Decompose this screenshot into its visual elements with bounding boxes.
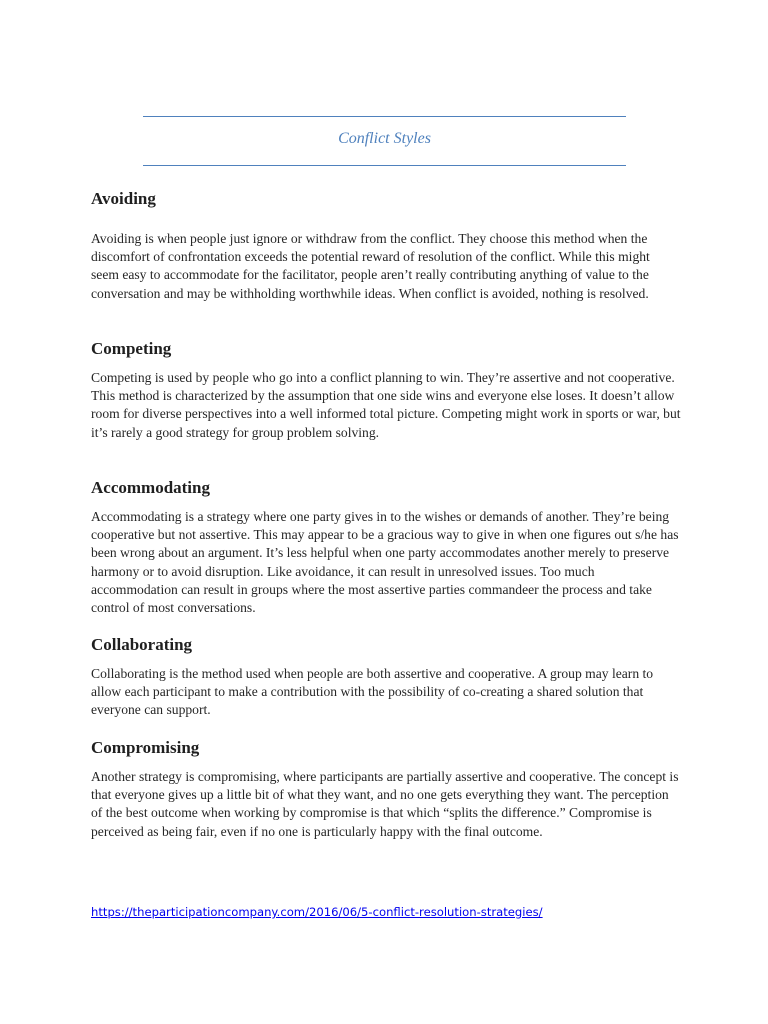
source-link[interactable]: https://theparticipationcompany.com/2016/06/5-conflict-resolution-strategies/ bbox=[91, 905, 543, 919]
document-title: Conflict Styles bbox=[338, 130, 431, 147]
section-heading-compromising: Compromising bbox=[91, 738, 200, 757]
section-body-accommodating: Accommodating is a strategy where one party gives in to the wishes or demands of another. They’re being cooperative but not assertive. This may appear to be a gracious way to give in when one figures out s/he has been wrong about an argument. It’s less helpful when one party accommodates another merely to preserve harmony or to avoid disruption. Like avoidance, it can result in unresolved issues. Too much accommodation can result in groups where the most assertive parties commandeer the process and take control of most conversations. bbox=[91, 509, 679, 616]
section-heading-collaborating: Collaborating bbox=[91, 635, 193, 654]
section-body-compromising: Another strategy is compromising, where participants are partially assertive and cooperative. The concept is that everyone gives up a little bit of what they want, and no one gets everything they want. The perception of the best outcome when working by compromise is that which “splits the difference.” Compromise is perceived as being fair, even if no one is particularly happy with the final outcome. bbox=[91, 769, 679, 839]
section-heading-accommodating: Accommodating bbox=[91, 478, 210, 497]
title-block bbox=[143, 116, 626, 166]
section-body-avoiding: Avoiding is when people just ignore or withdraw from the conflict. They choose this method when the discomfort of confrontation exceeds the potential reward of resolution of the conflict. While this might seem easy to accommodate for the facilitator, people aren’t really contributing anything of value to the conversation and may be withholding worthwhile ideas. When conflict is avoided, nothing is resolved. bbox=[91, 231, 650, 301]
section-heading-avoiding: Avoiding bbox=[91, 189, 156, 208]
section-body-collaborating: Collaborating is the method used when people are both assertive and cooperative. A group may learn to allow each participant to make a contribution with the possibility of co-creating a shared solution that everyone can support. bbox=[91, 666, 654, 718]
section-body-competing: Competing is used by people who go into a conflict planning to win. They’re assertive and not cooperative. This method is characterized by the assumption that one side wins and everyone else loses. It doesn’t allow room for diverse perspectives into a well informed total picture. Competing might work in sports or war, but it’s rarely a good strategy for group problem solving. bbox=[91, 370, 681, 440]
section-heading-competing: Competing bbox=[91, 339, 172, 358]
